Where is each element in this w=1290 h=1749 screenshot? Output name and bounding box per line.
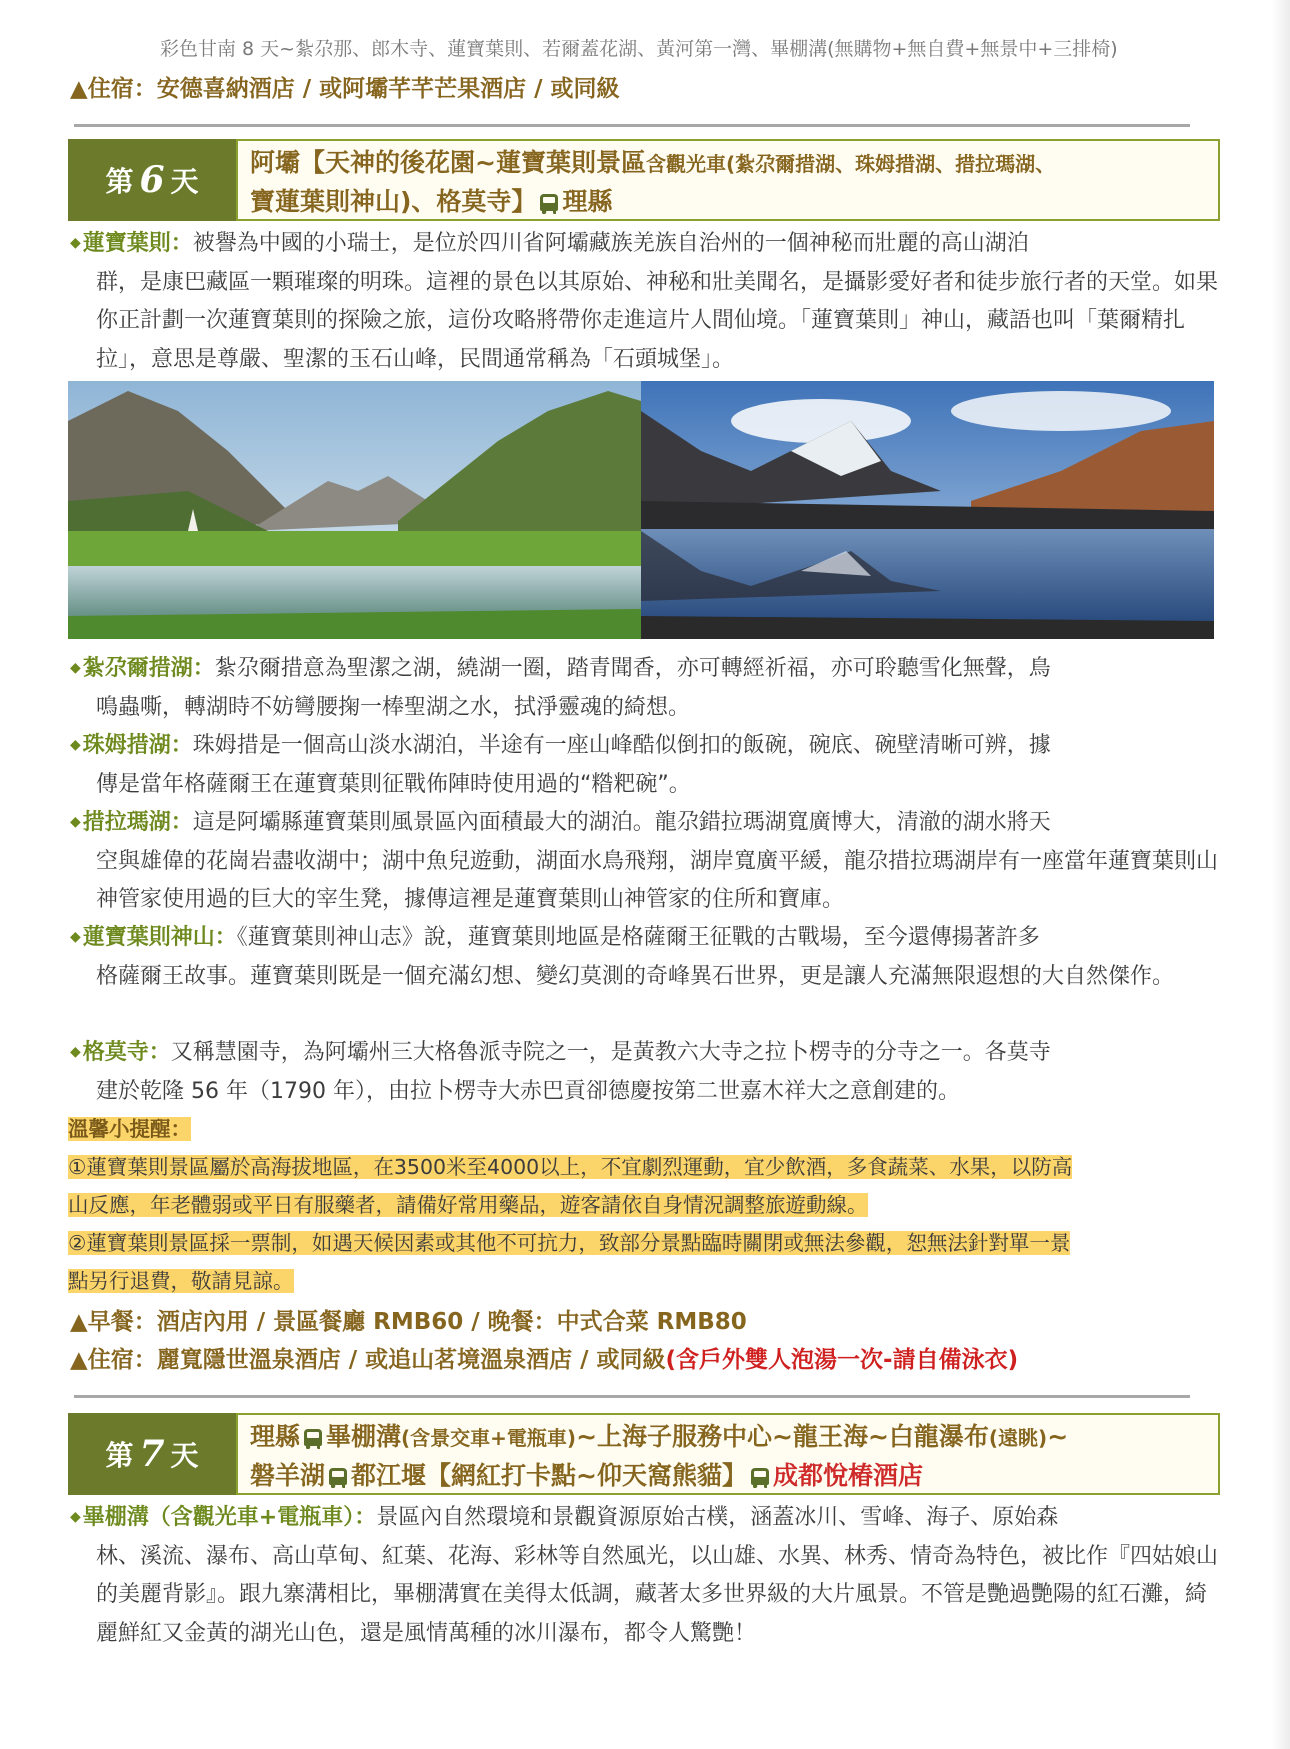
diamond-bullet-icon: ◆: [70, 1044, 81, 1060]
section-zhumu-lake: ◆珠姆措湖：珠姆措是一個高山淡水湖泊，半途有一座山峰酷似倒扣的飯碗，碗底、碗壁清晰可辨，據 傳是當年格薩爾王在蓮寶葉則征戰佈陣時使用過的“糌粑碗”。: [70, 733, 1051, 797]
section-sacred-mountain: ◆蓮寶葉則神山：《蓮寶葉則神山志》說，蓮寶葉則地區是格薩爾王征戰的古戰場，至今還傳揚著許多 格薩爾王故事。蓮寶葉則既是一個充滿幻想、變幻莫測的奇峰異石世界，更是讓人充滿無限遐想的大自然傑作。: [70, 925, 1175, 989]
page-edge: [1272, 0, 1290, 1749]
day6-meals: ▲早餐：酒店內用 / 景區餐廳 RMB60 / 晚餐：中式合菜 RMB80: [70, 1309, 747, 1335]
bus-icon: [329, 1468, 347, 1485]
tip-2-cont: 點另行退費，敬請見諒。: [68, 1269, 294, 1293]
day6-badge: 第 6 天: [68, 139, 236, 221]
divider-mid: [74, 1395, 1190, 1398]
section-bipeng-valley: ◆畢棚溝（含觀光車+電瓶車）：景區內自然環境和景觀資源原始古樸，涵蓋冰川、雪峰、海子、原始森 林、溪流、瀑布、高山草甸、紅葉、花海、彩林等自然風光，以山雄、水異、林秀、情奇為特色，被比作『四姑娘山的美麗背影』。跟九寨溝相比，畢棚溝實在美得太低調，藏著太多世界級的大片風景。不管是艷過艷陽的紅石灘，綺麗鮮紅又金黃的湖光山色，還是風情萬種的冰川瀑布，都令人驚艷！: [70, 1505, 1219, 1646]
scenery-photos: [68, 381, 1214, 639]
day7-badge: 第 7 天: [68, 1413, 236, 1495]
tour-title-line: 彩色甘南 8 天~紮尕那、郎木寺、蓮寶葉則、若爾蓋花湖、黃河第一灣、畢棚溝(無購物+無自費+無景中+三排椅): [160, 38, 1118, 60]
day7-title: 理縣 畢棚溝(含景交車+電瓶車)~上海子服務中心~龍王海~白龍瀑布(遠眺)~ 磐羊湖 都江堰【網紅打卡點~仰天窩熊貓】 成都悅椿酒店: [236, 1413, 1220, 1495]
divider-top: [74, 124, 1190, 127]
day6-stay: ▲住宿：麗寬隱世溫泉酒店 / 或追山茗境溫泉酒店 / 或同級(含戶外雙人泡湯一次-請自備泳衣): [70, 1347, 1019, 1373]
previous-stay-line: ▲住宿：安德喜納酒店 / 或阿壩芊芊芒果酒店 / 或同級: [70, 76, 620, 102]
tips-box: [68, 1110, 1220, 1300]
section-gemo-temple: ◆格莫寺：又稱慧園寺，為阿壩州三大格魯派寺院之一，是黃教六大寺之拉卜楞寺的分寺之一。各莫寺 建於乾隆 56 年（1790 年），由拉卜楞寺大赤巴貢卻德慶按第二世嘉木祥大之意創建的。: [70, 1040, 1051, 1104]
section-lianbao-yeze: ◆蓮寶葉則：被譽為中國的小瑞士，是位於四川省阿壩藏族羌族自治州的一個神秘而壯麗的高山湖泊 群，是康巴藏區一顆璀璨的明珠。這裡的景色以其原始、神秘和壯美聞名，是攝影愛好者和徒步旅行者的天堂。如果你正計劃一次蓮寶葉則的探險之旅，這份攻略將帶你走進這片人間仙境。「蓮寶葉則」神山，藏語也叫「葉爾精扎拉」，意思是尊嚴、聖潔的玉石山峰，民間通常稱為「石頭城堡」。: [70, 231, 1219, 372]
day7-header: [68, 1413, 1220, 1495]
day6-number: 6: [139, 159, 165, 201]
diamond-bullet-icon: ◆: [70, 660, 81, 676]
day6-header: [68, 139, 1220, 221]
bus-icon: [751, 1468, 769, 1485]
tip-1: ①蓮寶葉則景區屬於高海拔地區，在3500米至4000以上，不宜劇烈運動，宜少飲酒，多食蔬菜、水果，以防高: [68, 1155, 1073, 1179]
diamond-bullet-icon: ◆: [70, 235, 81, 251]
day6-title: 阿壩【天神的後花園~蓮寶葉則景區含觀光車(紮尕爾措湖、珠姆措湖、措拉瑪湖、 寶蓮葉則神山)、格莫寺】 理縣: [236, 139, 1220, 221]
diamond-bullet-icon: ◆: [70, 929, 81, 945]
section-cuolama-lake: ◆措拉瑪湖：這是阿壩縣蓮寶葉則風景區內面積最大的湖泊。龍尕錯拉瑪湖寬廣博大，清澈的湖水將天 空與雄偉的花崗岩盡收湖中；湖中魚兒遊動，湖面水鳥飛翔，湖岸寬廣平緩，龍尕措拉瑪湖岸有一座當年蓮寶葉則山神管家使用過的巨大的宰生凳，據傳這裡是蓮寶葉則山神管家的住所和寶庫。: [70, 810, 1219, 912]
day7-number: 7: [139, 1433, 165, 1475]
bus-icon: [540, 194, 558, 211]
diamond-bullet-icon: ◆: [70, 1509, 81, 1525]
photo-green-valley-lake: [68, 381, 641, 639]
diamond-bullet-icon: ◆: [70, 737, 81, 753]
section-zhagaer-lake: ◆紮尕爾措湖：紮尕爾措意為聖潔之湖，繞湖一圈，踏青聞香，亦可轉經祈福，亦可聆聽雪化無聲，鳥 鳴蟲嘶，轉湖時不妨彎腰掬一棒聖湖之水，拭淨靈魂的綺想。: [70, 656, 1051, 720]
photo-snow-peak-reflection: [641, 381, 1214, 639]
tip-1-cont: 山反應，年老體弱或平日有服藥者，請備好常用藥品，遊客請依自身情況調整旅遊動線。: [68, 1193, 868, 1217]
tip-2: ②蓮寶葉則景區採一票制，如遇天候因素或其他不可抗力，致部分景點臨時關閉或無法參觀，恕無法針對單一景: [68, 1231, 1071, 1255]
diamond-bullet-icon: ◆: [70, 814, 81, 830]
tips-title: 溫馨小提醒：: [68, 1117, 191, 1141]
stay-note: (含戶外雙人泡湯一次-請自備泳衣): [665, 1347, 1019, 1373]
bus-icon: [304, 1429, 322, 1446]
